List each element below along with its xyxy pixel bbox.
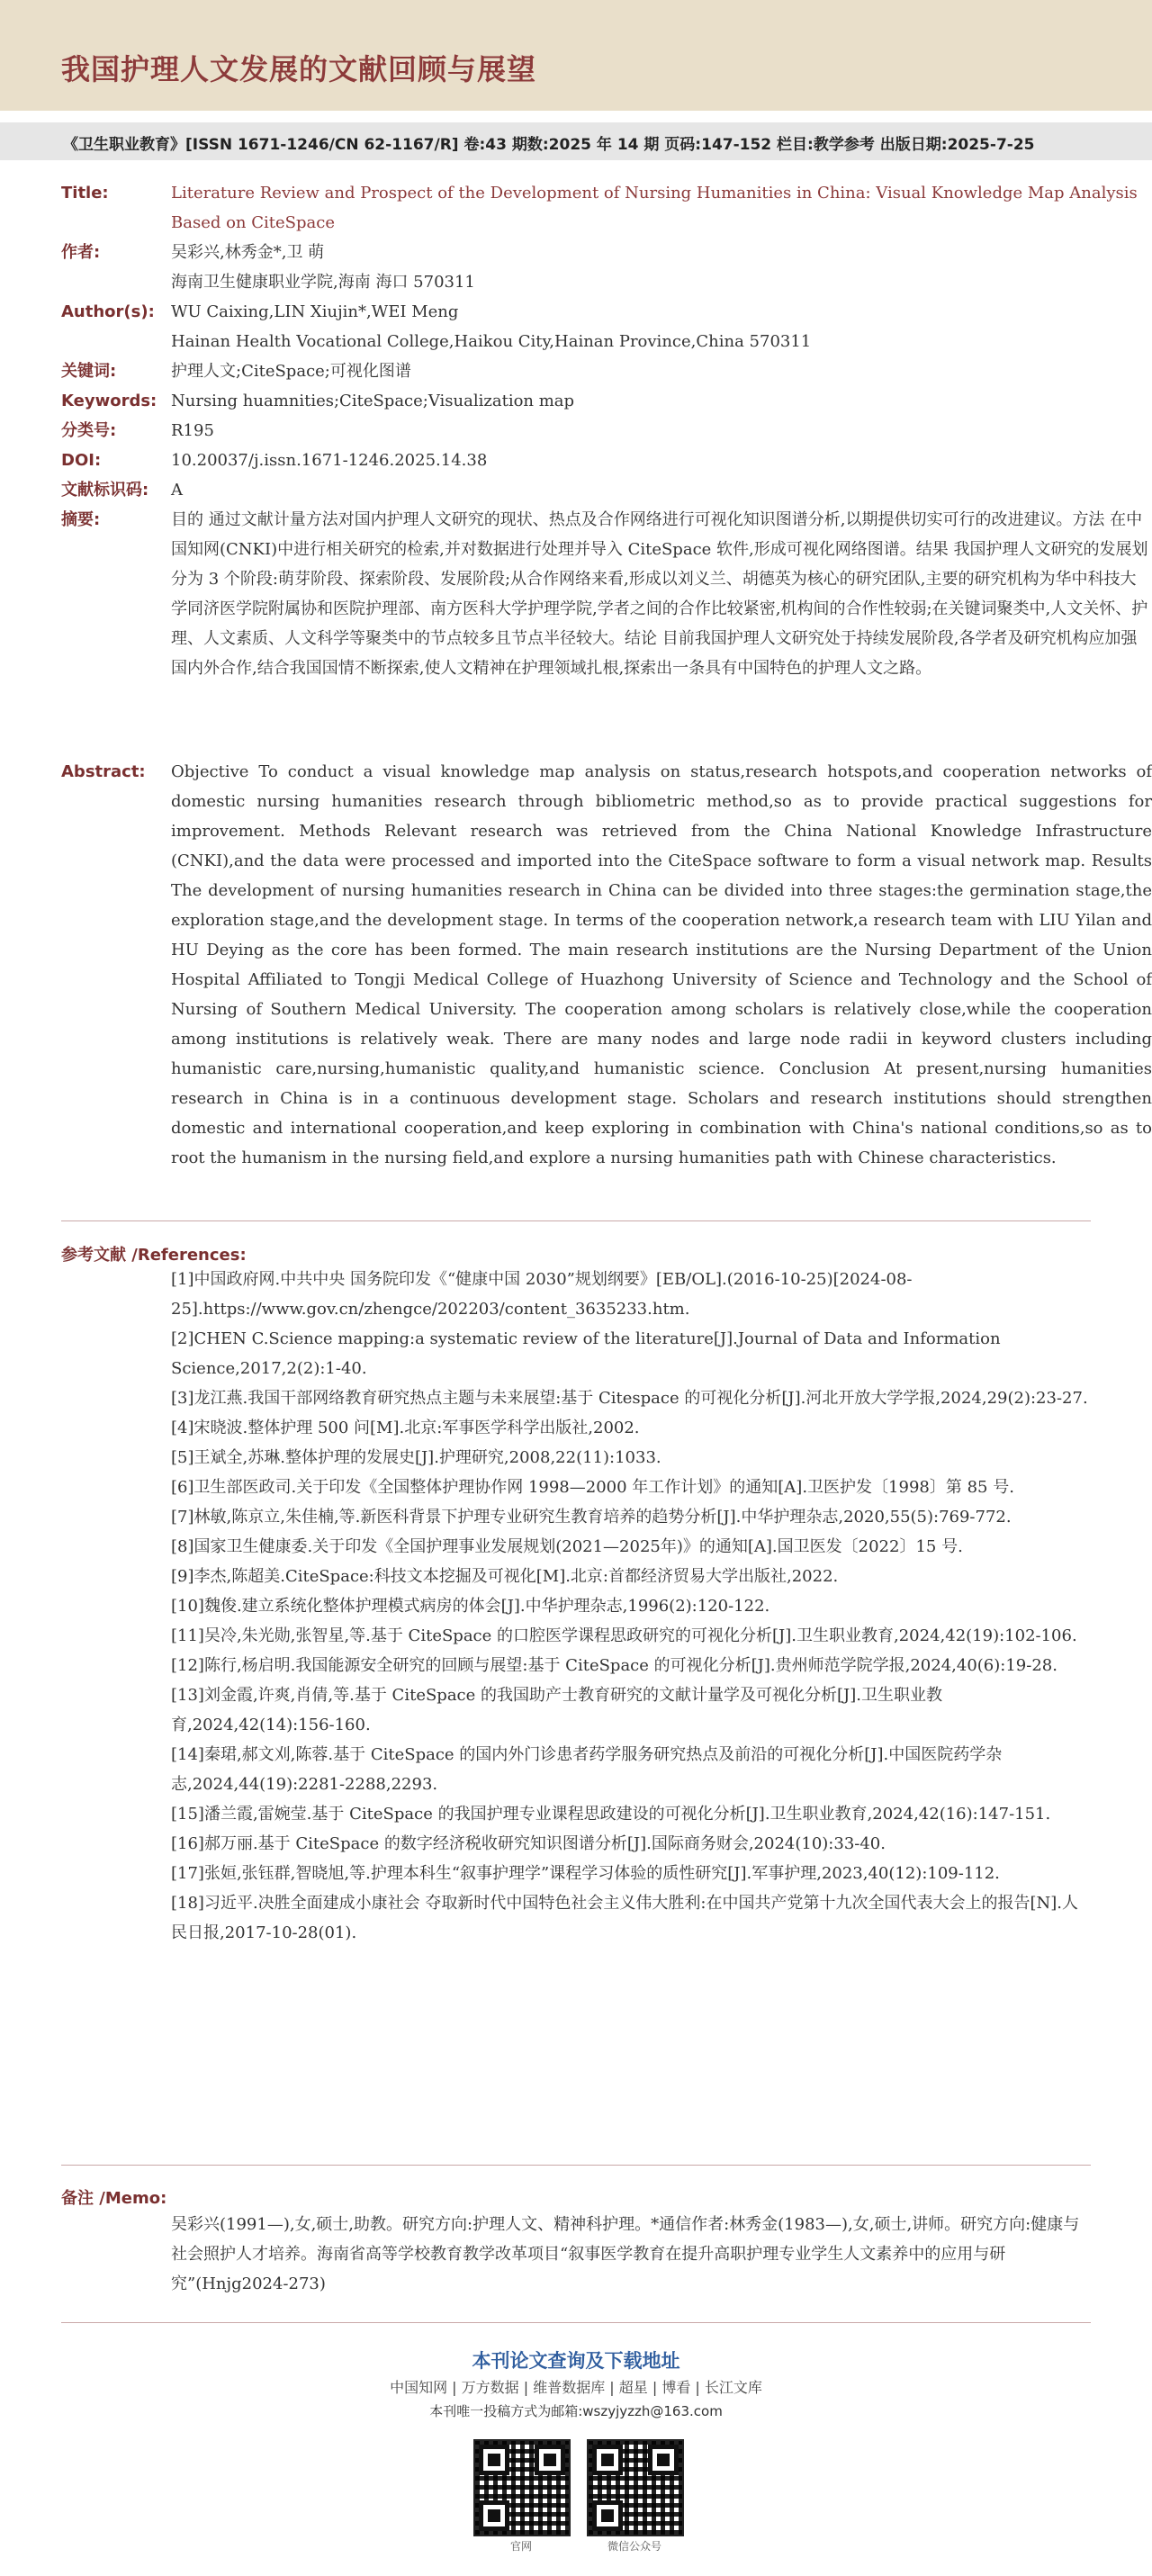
reference-item: [12]陈行,杨启明.我国能源安全研究的回顾与展望:基于 CiteSpace 的可视化分析[J].贵州师范学院学报,2024,40(6):19-28. [171,1656,1058,1675]
reference-item: [4]宋晓波.整体护理 500 问[M].北京:军事医学科学出版社,2002. [171,1419,640,1437]
reference-item: [11]吴冷,朱光勋,张智星,等.基于 CiteSpace 的口腔医学课程思政研究的可视化分析[J].卫生职业教育,2024,42(19):102-106. [171,1626,1077,1645]
divider [61,2165,1091,2166]
qr-finder [592,2445,623,2475]
field-label: DOI: [61,451,102,470]
qr-finder [479,2445,509,2475]
references-heading: 参考文献 /References: [61,1246,247,1265]
field-label: 摘要: [61,510,101,529]
submission-email: 本刊唯一投稿方式为邮箱:wszyjyzzh@163.com [429,2403,723,2419]
document-code: A [171,481,183,500]
field-label: Abstract: [61,762,146,781]
reference-item: [16]郝万丽.基于 CiteSpace 的数字经济税收研究知识图谱分析[J].国际商务财会,2024(10):33-40. [171,1834,886,1853]
qr-finder [535,2445,565,2475]
article-header [0,0,1152,111]
reference-item: [17]张姮,张钰群,智晓旭,等.护理本科生“叙事护理学”课程学习体验的质性研究[J].军事护理,2023,40(12):109-112. [171,1864,1000,1883]
authors-en-names: WU Caixing,LIN Xiujin*,WEI Meng [171,302,459,321]
reference-item: [18]习近平.决胜全面建成小康社会 夺取新时代中国特色社会主义伟大胜利:在中国共产党第十九次全国代表大会上的报告[N].人民日报,2017-10-28(01). [171,1894,1078,1942]
reference-item: [3]龙江燕.我国干部网络教育研究热点主题与未来展望:基于 Citespace 的可视化分析[J].河北开放大学学报,2024,29(2):23-27. [171,1389,1088,1408]
field-label: 作者: [61,243,101,262]
divider [61,1220,1091,1221]
database-list: 中国知网 | 万方数据 | 维普数据库 | 超星 | 博看 | 长江文库 [390,2379,762,2396]
reference-item: [15]潘兰霞,雷婉莹.基于 CiteSpace 的我国护理专业课程思政建设的可视化分析[J].卫生职业教育,2024,42(16):147-151. [171,1805,1051,1824]
qr-code-website-icon [473,2439,571,2536]
qr-caption-wechat: 微信公众号 [607,2540,662,2553]
publication-meta-bar [0,122,1152,160]
field-label: 关键词: [61,362,117,381]
divider [61,2322,1091,2323]
authors-cn [171,238,1152,297]
qr-finder [648,2445,679,2475]
field-label: 分类号: [61,421,117,440]
article-title: 我国护理人文发展的文献回顾与展望 [61,52,537,86]
memo-text: 吴彩兴(1991—),女,硕士,助教。研究方向:护理人文、精神科护理。*通信作者:林秀金(1983—),女,硕士,讲师。研究方向:健康与社会照护人才培养。海南省高等学校教育教学改革项目“叙事医学教育在提升高职护理专业学生人文素养中的应用与研究”(Hnjg2024-273) [171,2215,1080,2293]
field-label: 文献标识码: [61,481,149,500]
reference-item: [8]国家卫生健康委.关于印发《全国护理事业发展规划(2021—2025年)》的通知[A].国卫医发〔2022〕15 号. [171,1537,963,1556]
authors-affiliation: 海南卫生健康职业学院,海南 海口 570311 [171,273,475,292]
authors-en-affiliation: Hainan Health Vocational College,Haikou City,Hainan Province,China 570311 [171,332,812,351]
reference-item: [1]中国政府网.中共中央 国务院印发《“健康中国 2030”规划纲要》[EB/OL].(2016-10-25)[2024-08-25].https://www.gov.cn/zhengce/202203/content_3635233.htm. [171,1270,913,1319]
field-label: Title: [61,184,109,203]
reference-item: [9]李杰,陈超美.CiteSpace:科技文本挖掘及可视化[M].北京:首都经济贸易大学出版社,2022. [171,1567,839,1586]
reference-item: [5]王斌全,苏琳.整体护理的发展史[J].护理研究,2008,22(11):1033. [171,1448,662,1467]
reference-item: [10]魏俊.建立系统化整体护理模式病房的体会[J].中华护理杂志,1996(2):120-122. [171,1597,770,1616]
doi-value: 10.20037/j.issn.1671-1246.2025.14.38 [171,451,488,470]
reference-item: [2]CHEN C.Science mapping:a systematic review of the literature[J].Journal of Data and Information Science,2017,2(2):1-40. [171,1329,1001,1378]
reference-item: [7]林敏,陈京立,朱佳楠,等.新医科背景下护理专业研究生教育培养的趋势分析[J].中华护理杂志,2020,55(5):769-772. [171,1508,1012,1527]
english-title: Literature Review and Prospect of the Development of Nursing Humanities in China: Visual Knowledge Map Analysis Based on CiteSpace [171,184,1138,232]
keywords-en: Nursing huamnities;CiteSpace;Visualization map [171,392,575,410]
field-label: Keywords: [61,392,158,410]
publication-meta: 《卫生职业教育》[ISSN 1671-1246/CN 62-1167/R] 卷:43 期数:2025 年 14 期 页码:147-152 栏目:教学参考 出版日期:2025-7-25 [63,136,1035,154]
keywords-cn: 护理人文;CiteSpace;可视化图谱 [171,362,411,381]
reference-item: [13]刘金霞,许爽,肖倩,等.基于 CiteSpace 的我国助产士教育研究的文献计量学及可视化分析[J].卫生职业教育,2024,42(14):156-160. [171,1686,942,1734]
abstract-cn: 目的 通过文献计量方法对国内护理人文研究的现状、热点及合作网络进行可视化知识图谱分析,以期提供切实可行的改进建议。方法 在中国知网(CNKI)中进行相关研究的检索,并对数据进行处理并导入 CiteSpace 软件,形成可视化网络图谱。结果 我国护理人文研究的发展划分为 3 个阶段:萌芽阶段、探索阶段、发展阶段;从合作网络来看,形成以刘义兰、胡德英为核心的研究团队,主要的研究机构为华中科技大学同济医学院附属协和医院护理部、南方医科大学护理学院,学者之间的合作比较紧密,机构间的合作性较弱;在关键词聚类中,人文关怀、护理、人文素质、人文科学等聚类中的节点较多且节点半径较大。结论 目前我国护理人文研究处于持续发展阶段,各学者及研究机构应加强国内外合作,结合我国国情不断探索,使人文精神在护理领域扎根,探索出一条具有中国特色的护理人文之路。 [171,510,1148,678]
reference-item: [6]卫生部医政司.关于印发《全国整体护理协作网 1998—2000 年工作计划》的通知[A].卫医护发〔1998〕第 85 号. [171,1478,1014,1497]
qr-finder [592,2500,623,2531]
reference-list [171,1265,1093,1948]
reference-item: [14]秦珺,郝文刈,陈蓉.基于 CiteSpace 的国内外门诊患者药学服务研究热点及前沿的可视化分析[J].中国医院药学杂志,2024,44(19):2281-2288,2293. [171,1745,1003,1794]
authors-names: 吴彩兴,林秀金*,卫 萌 [171,243,325,262]
qr-finder [479,2500,509,2531]
qr-caption-website: 官网 [509,2540,532,2553]
authors-en [171,297,1152,356]
classification-number: R195 [171,421,214,440]
abstract-en: Objective To conduct a visual knowledge map analysis on status,research hotspots,and cooperation networks of domestic nursing humanities research through bibliometric method,so as to provide practical suggestions for improvement. Methods Relevant research was retrieved from the China National Knowledge Infrastructure (CNKI),and the data were processed and imported into the CiteSpace software to form a visual network map. Results The development of nursing humanities research in China can be divided into three stages:the germination stage,the exploration stage,and the development stage. In terms of the cooperation network,a research team with LIU Yilan and HU Deying as the core has been formed. The main research institutions are the Nursing Department of the Union Hospital Affiliated to Tongji Medical College of Huazhong University of Science and Technology and the School of Nursing of Southern Medical University. The cooperation among scholars is relatively close,while the cooperation among institutions is relatively weak. There are many nodes and large node radii in keyword clusters including humanistic care,nursing,humanistic quality,and humanistic science. Conclusion At present,nursing humanities research in China is in a continuous development stage. Scholars and research institutions should strengthen domestic and international cooperation,and keep exploring in combination with China's national conditions,so as to root the humanism in the nursing field,and explore a nursing humanities path with Chinese characteristics. [171,762,1152,1167]
field-label: Author(s): [61,302,155,321]
qr-code-wechat-icon [587,2439,684,2536]
memo-heading: 备注 /Memo: [61,2189,167,2208]
footer-title: 本刊论文查询及下载地址 [472,2350,680,2372]
